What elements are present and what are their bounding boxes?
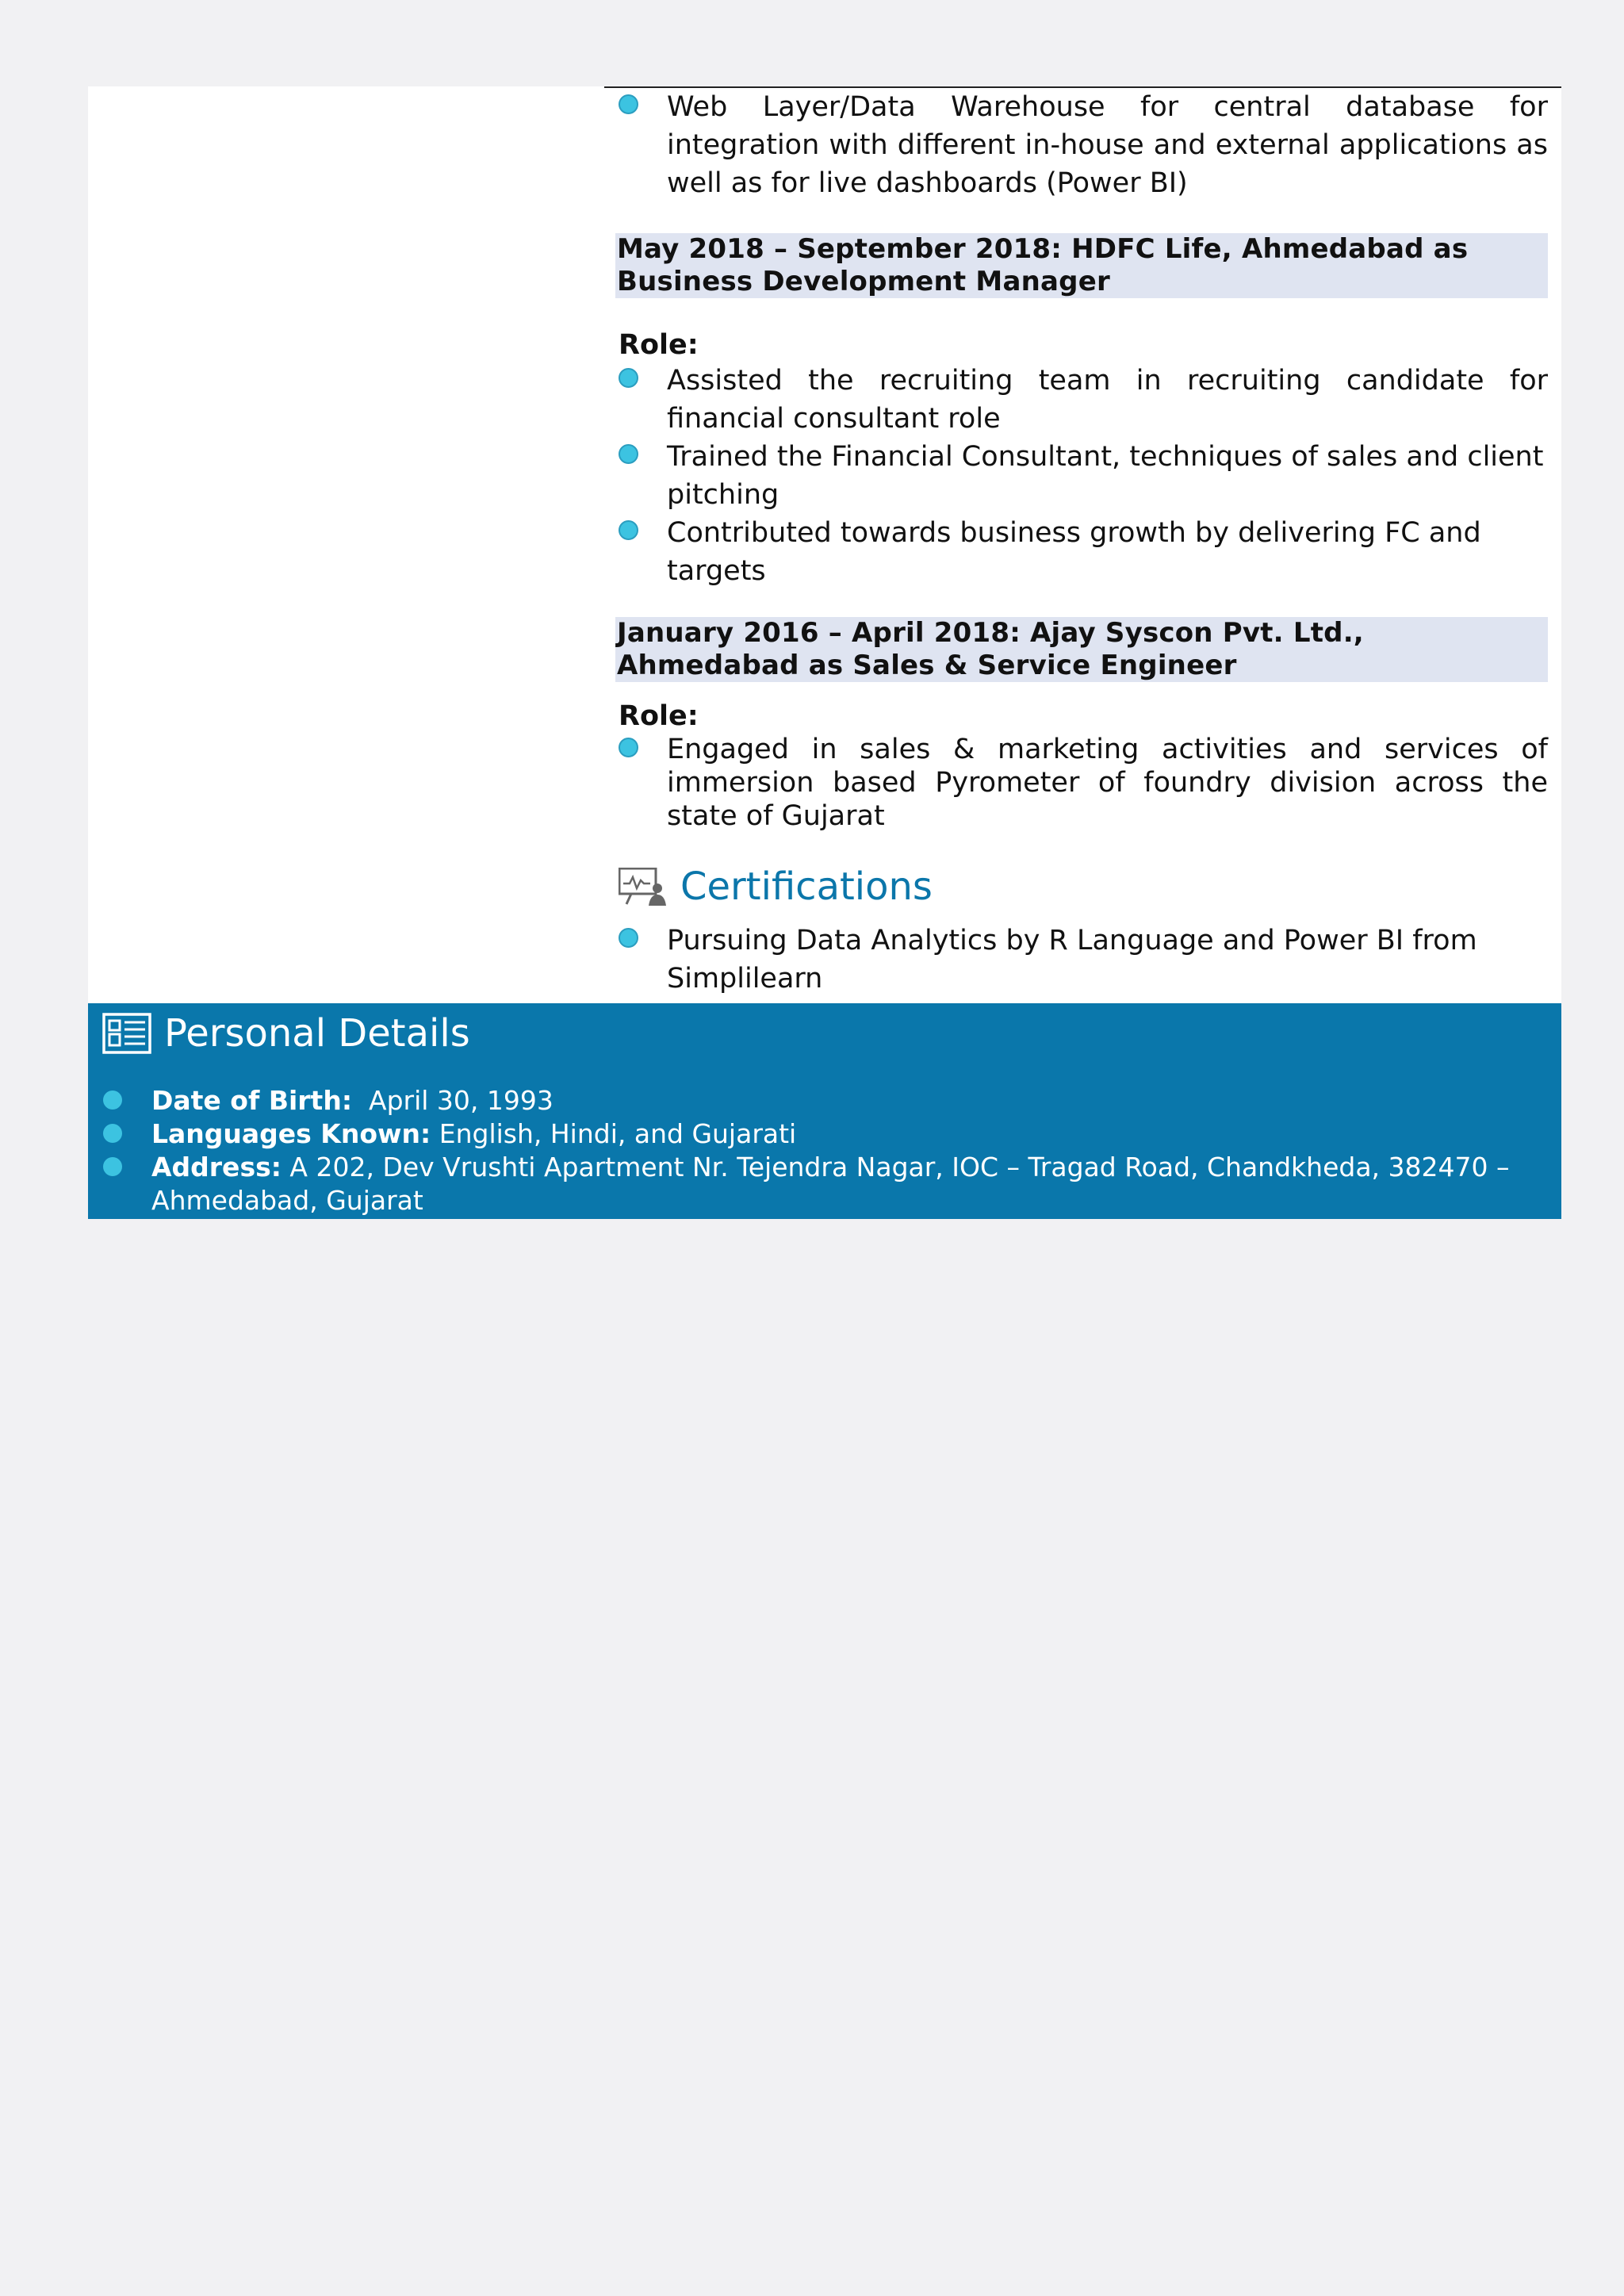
bullet-icon <box>103 1091 122 1110</box>
bullet-icon <box>619 520 638 540</box>
bullet-icon <box>619 444 638 464</box>
bullet-text: Pursuing Data Analytics by R Language and Power BI from Simplilearn <box>667 925 1477 995</box>
personal-item-languages <box>103 1117 1554 1151</box>
personal-item-dob <box>103 1084 1554 1117</box>
bullet-text: Engaged in sales & marketing activities and services of immersion based Pyrometer of foundry division across the state of Gujarat <box>667 734 1548 832</box>
personal-item-address <box>103 1151 1554 1217</box>
section-title: Personal Details <box>164 1011 470 1056</box>
item-label: Date of Birth: <box>151 1085 353 1116</box>
id-card-icon <box>102 1013 151 1054</box>
bullet-text: Trained the Financial Consultant, techniques of sales and client pitching <box>667 441 1544 511</box>
role-bullet <box>619 362 1548 438</box>
item-label: Address: <box>151 1152 282 1182</box>
item-value: A 202, Dev Vrushti Apartment Nr. Tejendra Nagar, IOC – Tragad Road, Chandkheda, 382470 – Ahmedabad, Gujarat <box>151 1152 1510 1216</box>
personal-details-heading <box>102 1010 470 1057</box>
personal-details-section <box>88 1003 1561 1219</box>
role-bullet <box>619 438 1548 514</box>
presentation-icon <box>619 868 666 906</box>
bullet-icon <box>619 368 638 388</box>
role-label: Role: <box>619 700 699 732</box>
role-bullet <box>619 514 1548 590</box>
role-bullet <box>619 733 1548 833</box>
item-value: English, Hindi, and Gujarati <box>439 1118 797 1149</box>
job-heading: January 2016 – April 2018: Ajay Syscon Pvt. Ltd., Ahmedabad as Sales & Service Engineer <box>615 617 1548 682</box>
role-label: Role: <box>619 329 699 361</box>
bullet-icon <box>103 1157 122 1176</box>
bullet-icon <box>619 94 638 114</box>
section-title: Certifications <box>680 864 933 909</box>
bullet-icon <box>103 1124 122 1143</box>
experience-bullet <box>619 88 1548 202</box>
right-column <box>619 87 1548 1074</box>
bullet-text: Web Layer/Data Warehouse for central database for integration with different in-house and external applications as well as for live dashboards (Power BI) <box>667 91 1548 199</box>
personal-details-list <box>103 1084 1554 1217</box>
item-value: April 30, 1993 <box>369 1085 553 1116</box>
certifications-heading <box>619 863 1548 910</box>
job-heading: May 2018 – September 2018: HDFC Life, Ahmedabad as Business Development Manager <box>615 233 1548 298</box>
certification-item <box>619 922 1548 998</box>
bullet-text: Assisted the recruiting team in recruiting candidate for financial consultant role <box>667 365 1548 435</box>
bullet-text: Contributed towards business growth by delivering FC and targets <box>667 517 1481 587</box>
bullet-icon <box>619 928 638 948</box>
item-label: Languages Known: <box>151 1118 431 1149</box>
bullet-icon <box>619 738 638 757</box>
